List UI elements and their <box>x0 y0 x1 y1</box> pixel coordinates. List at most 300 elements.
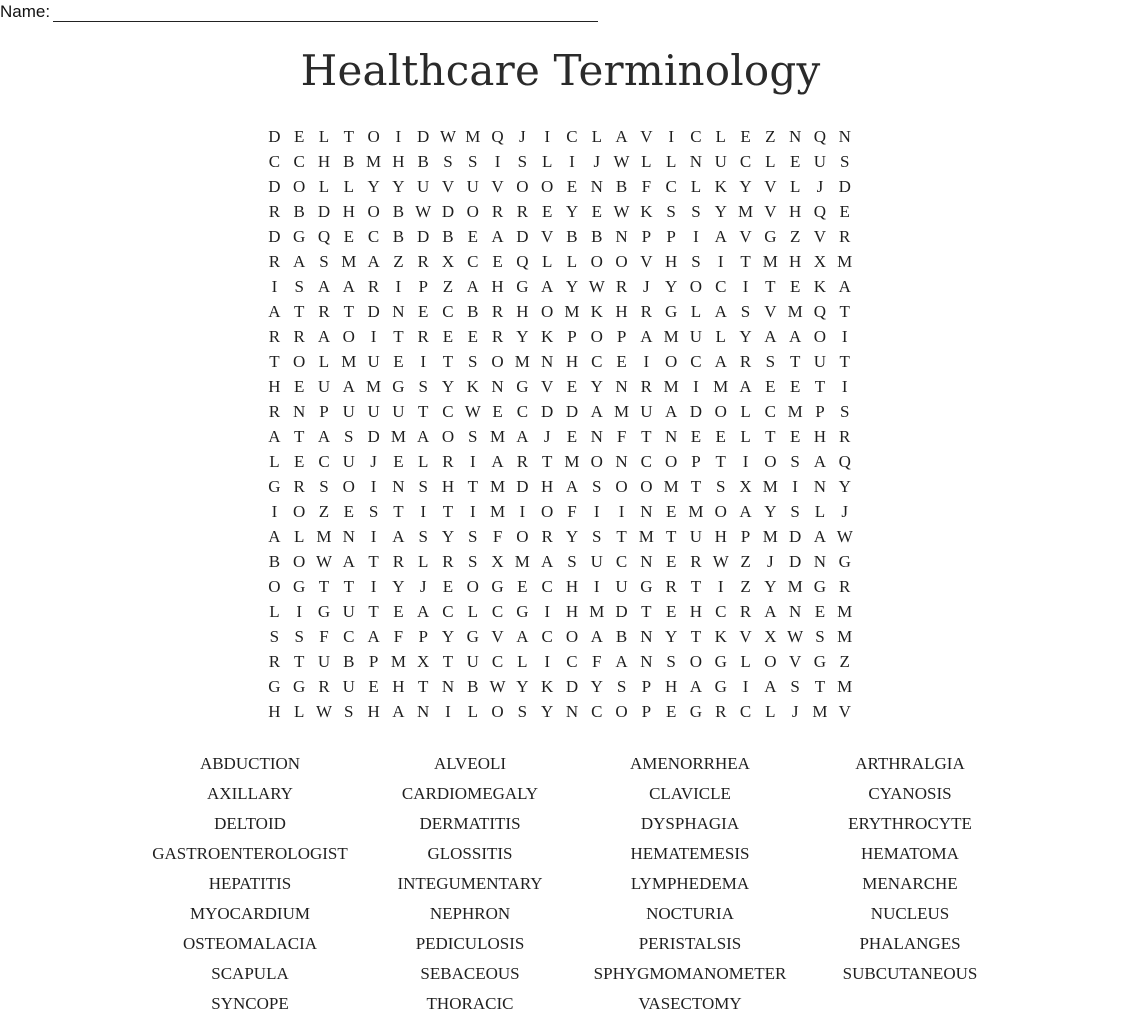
grid-letter: I <box>395 276 402 296</box>
grid-letter: A <box>714 301 727 321</box>
grid-letter: R <box>417 251 429 271</box>
word-list-item: ERYTHROCYTE <box>848 814 972 833</box>
grid-letter: D <box>838 176 851 196</box>
grid-letter: E <box>715 426 726 446</box>
grid-letter: I <box>792 476 798 496</box>
grid-letter: O <box>615 251 628 271</box>
word-list-item: NUCLEUS <box>870 904 950 923</box>
grid-letter: O <box>764 651 777 671</box>
grid-letter: R <box>268 201 281 221</box>
grid-letter: E <box>839 201 850 221</box>
word-list <box>140 751 1020 1021</box>
grid-letter: X <box>491 551 504 571</box>
grid-letter: O <box>565 626 579 646</box>
grid-letter: E <box>343 501 354 521</box>
grid-letter: A <box>317 276 331 296</box>
grid-letter: S <box>468 551 478 571</box>
grid-letter: I <box>370 326 377 346</box>
grid-letter: L <box>318 126 330 146</box>
grid-letter: O <box>342 326 355 346</box>
grid-letter: I <box>693 226 699 246</box>
grid-letter: N <box>813 551 827 571</box>
grid-letter: D <box>565 401 579 421</box>
grid-letter: R <box>739 601 752 621</box>
grid-letter: Z <box>789 226 801 246</box>
grid-letter: S <box>468 426 478 446</box>
grid-letter: R <box>516 451 529 471</box>
grid-letter: U <box>342 601 355 621</box>
grid-letter: J <box>841 501 849 521</box>
grid-letter: C <box>467 251 479 271</box>
grid-letter: T <box>343 126 354 146</box>
grid-letter: W <box>712 551 729 571</box>
grid-letter: S <box>468 151 478 171</box>
grid-letter: E <box>294 126 305 146</box>
grid-letter: T <box>641 426 652 446</box>
grid-letter: Z <box>318 501 330 521</box>
grid-letter: A <box>640 326 653 346</box>
grid-letter: N <box>615 226 628 246</box>
grid-letter: M <box>663 376 679 396</box>
grid-letter: Z <box>393 251 404 271</box>
grid-letter: C <box>690 126 702 146</box>
grid-letter: M <box>589 601 605 621</box>
name-label: Name: <box>0 2 51 21</box>
grid-letter: W <box>588 276 605 296</box>
grid-letter: L <box>765 701 776 721</box>
grid-letter: M <box>613 401 630 421</box>
grid-letter: V <box>640 126 653 146</box>
grid-letter: Y <box>665 626 678 646</box>
grid-letter: Q <box>838 451 851 471</box>
grid-letter: I <box>370 576 377 596</box>
grid-letter: H <box>615 301 628 321</box>
grid-letter: O <box>293 176 306 196</box>
grid-letter: N <box>640 551 653 571</box>
grid-letter: S <box>691 251 701 271</box>
word-list-item: MYOCARDIUM <box>190 904 310 923</box>
grid-letter: H <box>665 251 678 271</box>
grid-letter: L <box>517 651 528 671</box>
grid-letter: N <box>813 476 827 496</box>
word-list-item: GASTROENTEROLOGIST <box>152 844 348 863</box>
grid-letter: P <box>616 326 627 346</box>
grid-letter: E <box>690 426 702 446</box>
grid-letter: O <box>367 126 380 146</box>
grid-letter: O <box>665 351 678 371</box>
grid-letter: M <box>787 401 803 421</box>
grid-letter: N <box>491 376 504 396</box>
word-list-item: ABDUCTION <box>199 754 301 773</box>
grid-letter: S <box>344 426 354 446</box>
grid-letter: C <box>690 351 702 371</box>
grid-letter: O <box>590 251 603 271</box>
grid-letter: L <box>294 526 305 546</box>
grid-letter: A <box>590 401 603 421</box>
grid-letter: E <box>393 451 404 471</box>
grid-letter: S <box>443 151 453 171</box>
grid-letter: A <box>293 251 306 271</box>
grid-letter: T <box>442 651 454 671</box>
grid-letter: K <box>541 326 554 346</box>
grid-letter: I <box>569 151 575 171</box>
grid-letter: T <box>616 526 627 546</box>
grid-letter: H <box>788 201 802 221</box>
grid-letter: Y <box>565 526 579 546</box>
grid-letter: H <box>565 576 579 596</box>
grid-letter: Y <box>590 376 603 396</box>
grid-row <box>262 249 857 274</box>
grid-letter: E <box>294 376 305 396</box>
grid-row <box>262 324 857 349</box>
grid-letter: A <box>367 251 380 271</box>
grid-letter: D <box>541 401 554 421</box>
grid-letter: A <box>689 676 703 696</box>
grid-letter: M <box>564 451 580 471</box>
grid-letter: M <box>638 526 654 546</box>
grid-row <box>262 499 857 524</box>
grid-letter: S <box>468 351 478 371</box>
grid-row <box>262 674 857 699</box>
grid-letter: T <box>765 426 776 446</box>
grid-letter: L <box>789 176 801 196</box>
grid-letter: T <box>665 526 677 546</box>
grid-letter: Y <box>392 176 405 196</box>
grid-letter: P <box>368 651 379 671</box>
grid-letter: Y <box>838 476 851 496</box>
grid-letter: A <box>342 376 355 396</box>
grid-letter: L <box>814 501 826 521</box>
grid-letter: T <box>814 676 826 696</box>
grid-letter: A <box>764 326 777 346</box>
grid-letter: A <box>317 426 331 446</box>
grid-letter: N <box>541 351 554 371</box>
grid-letter: T <box>442 351 454 371</box>
grid-letter: S <box>666 651 676 671</box>
grid-letter: Y <box>764 576 777 596</box>
grid-letter: A <box>714 226 727 246</box>
grid-letter: V <box>640 251 653 271</box>
grid-letter: H <box>788 251 802 271</box>
grid-letter: T <box>839 351 850 371</box>
grid-letter: D <box>367 426 380 446</box>
grid-letter: B <box>615 176 628 196</box>
grid-letter: I <box>841 376 848 396</box>
grid-letter: N <box>640 626 653 646</box>
grid-row <box>262 599 857 624</box>
grid-letter: B <box>467 676 479 696</box>
grid-letter: A <box>764 676 777 696</box>
grid-letter: A <box>392 701 405 721</box>
grid-letter: Q <box>813 301 827 321</box>
grid-letter: N <box>640 501 653 521</box>
word-list-item: PEDICULOSIS <box>415 934 525 953</box>
grid-letter: C <box>566 126 578 146</box>
grid-letter: W <box>415 201 432 221</box>
grid-letter: P <box>641 701 652 721</box>
grid-letter: L <box>665 151 677 171</box>
grid-letter: Y <box>739 326 752 346</box>
grid-letter: T <box>765 276 776 296</box>
grid-letter: F <box>616 426 627 446</box>
grid-letter: A <box>764 601 777 621</box>
grid-letter: S <box>319 476 329 496</box>
grid-letter: C <box>591 701 603 721</box>
grid-letter: M <box>341 351 357 371</box>
grid-letter: Q <box>491 126 504 146</box>
grid-letter: A <box>615 651 628 671</box>
grid-letter: V <box>788 651 802 671</box>
grid-letter: D <box>615 601 628 621</box>
grid-letter: M <box>465 126 481 146</box>
grid-letter: T <box>789 351 801 371</box>
grid-letter: L <box>318 351 330 371</box>
grid-letter: Q <box>813 201 827 221</box>
grid-letter: U <box>317 651 331 671</box>
grid-letter: A <box>590 626 603 646</box>
grid-letter: C <box>293 151 305 171</box>
grid-letter: S <box>344 701 354 721</box>
grid-letter: D <box>268 126 281 146</box>
grid-letter: M <box>787 576 803 596</box>
grid-letter: T <box>442 501 454 521</box>
grid-letter: I <box>445 701 451 721</box>
grid-letter: K <box>714 626 727 646</box>
word-list-item: SPHYGMOMANOMETER <box>593 964 787 983</box>
grid-letter: Y <box>392 576 405 596</box>
word-list-item: SUBCUTANEOUS <box>842 964 978 983</box>
grid-letter: Z <box>442 276 454 296</box>
grid-letter: T <box>715 451 726 471</box>
grid-letter: S <box>418 376 428 396</box>
grid-letter: G <box>665 301 678 321</box>
grid-letter: V <box>541 376 554 396</box>
grid-letter: R <box>615 276 628 296</box>
grid-letter: I <box>370 476 377 496</box>
grid-letter: U <box>342 676 355 696</box>
grid-letter: D <box>367 301 380 321</box>
grid-letter: T <box>368 601 379 621</box>
grid-letter: N <box>788 126 802 146</box>
grid-letter: I <box>717 251 724 271</box>
grid-letter: V <box>739 626 752 646</box>
grid-letter: N <box>838 126 851 146</box>
grid-letter: O <box>516 176 529 196</box>
grid-letter: E <box>789 426 801 446</box>
grid-letter: E <box>294 451 305 471</box>
grid-letter: A <box>813 526 827 546</box>
grid-letter: O <box>367 201 380 221</box>
grid-letter: R <box>367 276 380 296</box>
grid-letter: N <box>392 301 405 321</box>
grid-letter: A <box>392 526 405 546</box>
grid-letter: L <box>591 126 602 146</box>
grid-letter: C <box>268 151 281 171</box>
grid-letter: P <box>641 226 652 246</box>
grid-letter: E <box>492 251 503 271</box>
grid-letter: A <box>317 326 331 346</box>
word-list-item: LYMPHEDEMA <box>630 874 750 893</box>
grid-letter: H <box>714 526 727 546</box>
grid-letter: G <box>689 701 703 721</box>
grid-letter: L <box>765 151 776 171</box>
grid-letter: I <box>395 126 402 146</box>
grid-letter: B <box>591 226 603 246</box>
grid-letter: L <box>740 401 751 421</box>
grid-letter: R <box>293 326 305 346</box>
grid-letter: H <box>268 376 281 396</box>
grid-letter: M <box>366 151 382 171</box>
grid-letter: E <box>368 676 379 696</box>
grid-letter: F <box>393 626 404 646</box>
grid-letter: L <box>343 176 354 196</box>
grid-letter: X <box>441 251 455 271</box>
grid-letter: A <box>342 276 355 296</box>
grid-letter: D <box>788 551 802 571</box>
word-list-item: ARTHRALGIA <box>855 754 965 773</box>
grid-letter: N <box>640 651 653 671</box>
grid-letter: S <box>765 351 776 371</box>
grid-letter: W <box>613 151 630 171</box>
grid-letter: Z <box>740 551 751 571</box>
grid-letter: O <box>541 501 554 521</box>
grid-letter: J <box>370 451 377 471</box>
grid-letter: S <box>319 251 329 271</box>
grid-letter: D <box>689 401 703 421</box>
grid-letter: H <box>268 701 281 721</box>
grid-letter: T <box>294 301 305 321</box>
grid-row <box>262 399 857 424</box>
grid-letter: I <box>742 451 749 471</box>
grid-letter: S <box>740 301 751 321</box>
grid-letter: M <box>837 626 853 646</box>
grid-letter: C <box>764 401 776 421</box>
grid-letter: N <box>615 451 628 471</box>
grid-letter: E <box>393 351 404 371</box>
grid-letter: O <box>764 451 777 471</box>
grid-letter: U <box>813 351 827 371</box>
word-list-item: PHALANGES <box>859 934 961 953</box>
grid-row <box>262 649 857 674</box>
word-list-item: PERISTALSIS <box>638 934 742 953</box>
grid-letter: D <box>268 176 281 196</box>
grid-letter: U <box>689 526 703 546</box>
grid-letter: O <box>466 576 479 596</box>
grid-letter: I <box>841 326 848 346</box>
grid-letter: S <box>691 201 701 221</box>
grid-letter: M <box>837 601 853 621</box>
grid-letter: G <box>293 226 306 246</box>
grid-letter: Y <box>367 176 380 196</box>
grid-letter: U <box>367 401 380 421</box>
grid-letter: S <box>592 476 602 496</box>
grid-letter: O <box>441 426 455 446</box>
grid-letter: J <box>643 276 650 296</box>
grid-letter: C <box>516 401 529 421</box>
grid-letter: N <box>590 426 603 446</box>
grid-letter: S <box>592 526 602 546</box>
grid-letter: I <box>668 126 674 146</box>
grid-letter: U <box>640 401 653 421</box>
grid-letter: O <box>689 276 703 296</box>
grid-letter: M <box>837 676 853 696</box>
grid-letter: B <box>417 151 429 171</box>
grid-letter: W <box>315 551 333 571</box>
grid-letter: M <box>490 501 506 521</box>
grid-letter: R <box>268 401 281 421</box>
grid-letter: T <box>393 501 404 521</box>
grid-letter: G <box>813 651 827 671</box>
grid-letter: E <box>442 326 454 346</box>
word-list-item: VASECTOMY <box>638 994 742 1013</box>
grid-letter: V <box>764 176 777 196</box>
grid-letter: K <box>466 376 479 396</box>
grid-letter: V <box>541 226 554 246</box>
word-list-item: SCAPULA <box>211 964 289 983</box>
grid-row <box>262 149 857 174</box>
grid-letter: Y <box>739 176 752 196</box>
grid-letter: R <box>640 301 653 321</box>
grid-letter: N <box>293 401 306 421</box>
grid-letter: R <box>268 326 281 346</box>
word-list-item: CARDIOMEGALY <box>401 784 539 803</box>
grid-letter: I <box>593 501 600 521</box>
grid-letter: A <box>565 476 579 496</box>
grid-letter: T <box>541 451 553 471</box>
grid-letter: D <box>788 526 802 546</box>
grid-letter: V <box>441 176 455 196</box>
grid-letter: A <box>615 126 628 146</box>
grid-letter: U <box>466 651 479 671</box>
grid-letter: S <box>716 476 726 496</box>
grid-letter: S <box>839 401 850 421</box>
grid-letter: A <box>516 626 529 646</box>
word-list-item: DERMATITIS <box>419 814 521 833</box>
grid-letter: G <box>317 601 331 621</box>
grid-letter: U <box>342 401 355 421</box>
grid-letter: N <box>441 676 455 696</box>
grid-letter: E <box>517 576 528 596</box>
grid-letter: D <box>565 676 579 696</box>
grid-letter: M <box>316 526 332 546</box>
grid-letter: U <box>317 376 331 396</box>
grid-letter: A <box>714 351 727 371</box>
grid-letter: L <box>541 251 553 271</box>
grid-letter: R <box>839 226 851 246</box>
grid-letter: T <box>343 301 354 321</box>
grid-letter: M <box>341 251 357 271</box>
grid-letter: I <box>544 126 550 146</box>
grid-letter: O <box>516 526 529 546</box>
grid-letter: J <box>419 576 427 596</box>
grid-letter: G <box>764 226 777 246</box>
word-list-item: AMENORRHEA <box>630 754 750 773</box>
grid-letter: L <box>740 426 751 446</box>
grid-letter: S <box>666 201 676 221</box>
grid-letter: C <box>739 151 752 171</box>
grid-letter: U <box>367 351 380 371</box>
grid-letter: M <box>490 476 506 496</box>
grid-letter: I <box>519 501 526 521</box>
grid-letter: T <box>740 251 751 271</box>
grid-letter: M <box>390 651 406 671</box>
grid-letter: T <box>417 676 429 696</box>
grid-letter: F <box>641 176 652 196</box>
word-list-item: CYANOSIS <box>868 784 952 803</box>
grid-letter: U <box>417 176 430 196</box>
word-list-item: HEMATEMESIS <box>630 844 750 863</box>
grid-letter: J <box>593 151 601 171</box>
